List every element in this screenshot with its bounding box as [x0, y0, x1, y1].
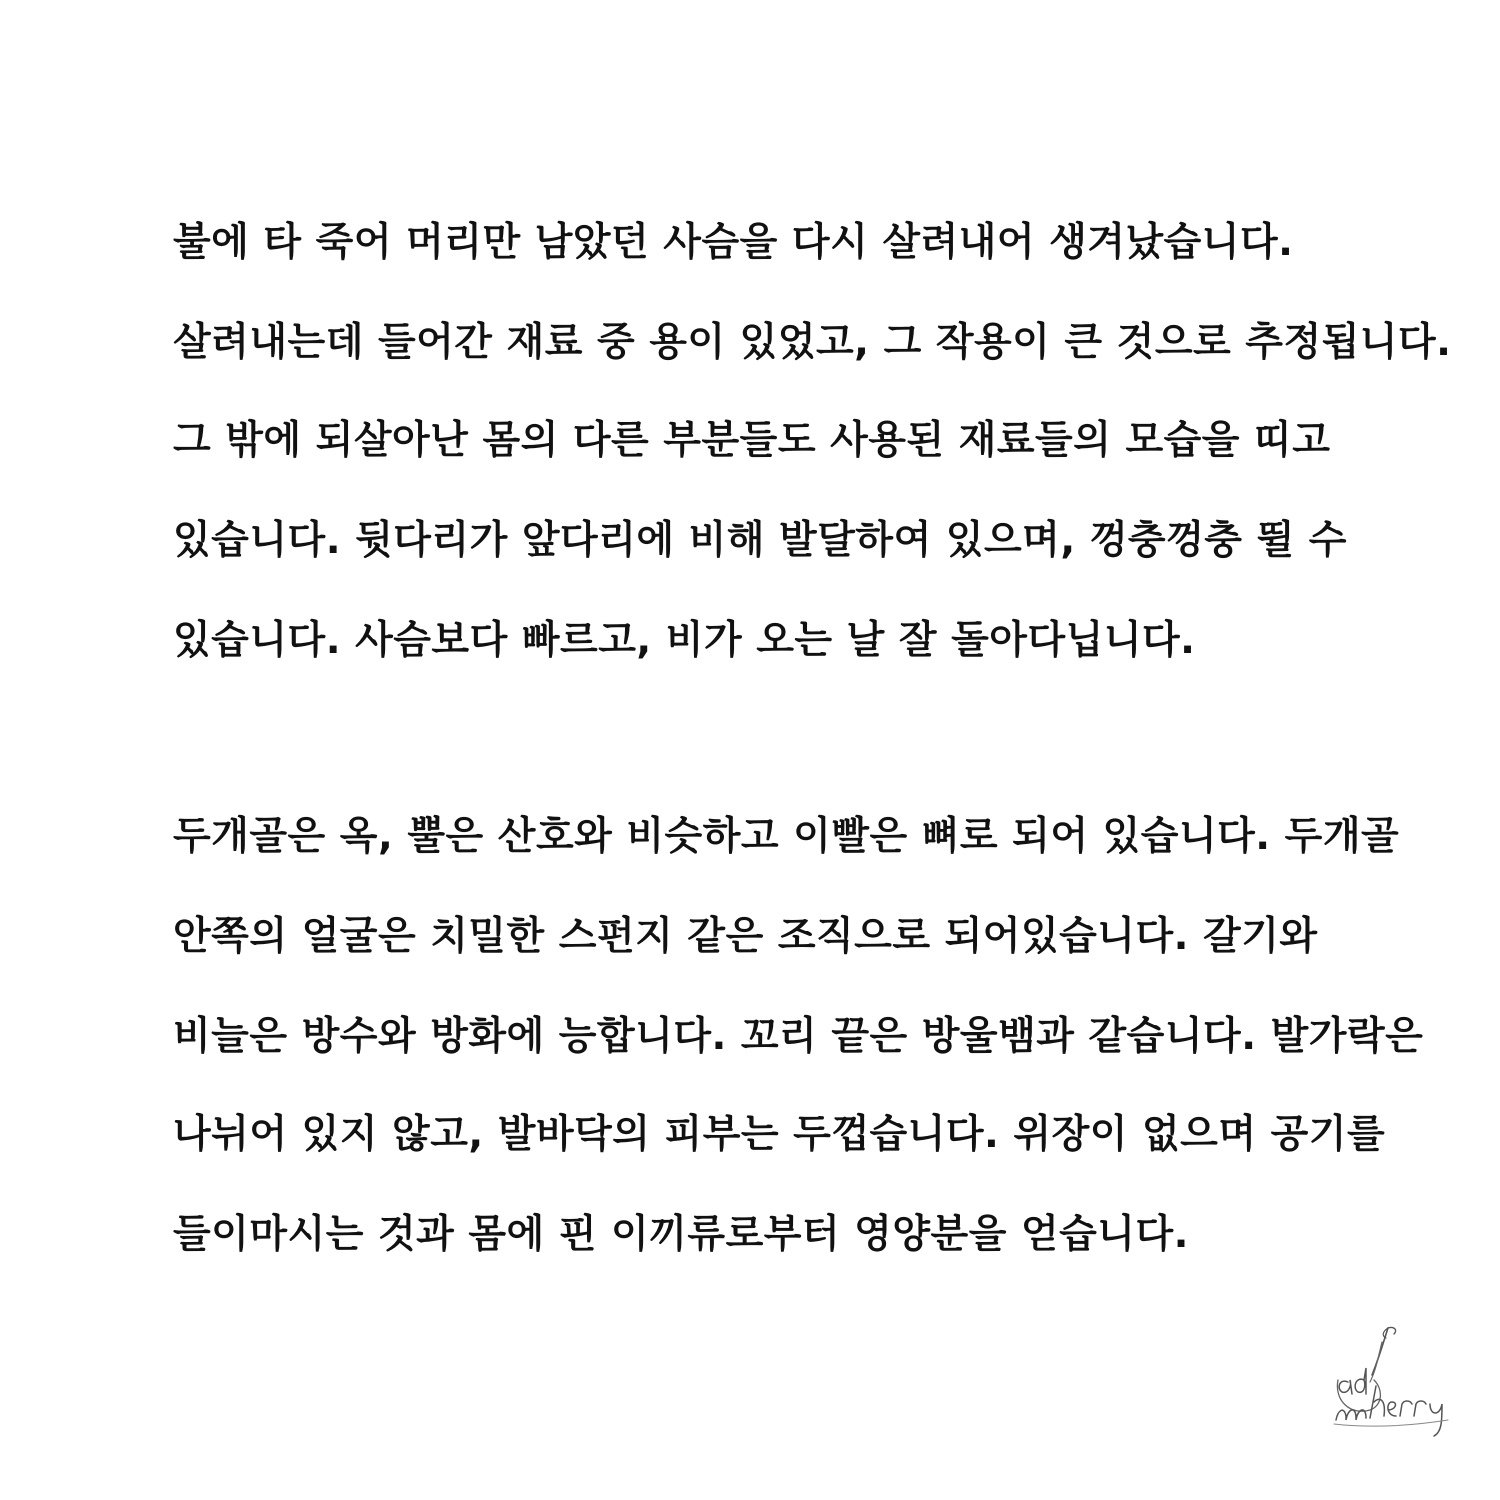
- paragraph-2-line-2: 안쪽의 얼굴은 치밀한 스펀지 같은 조직으로 되어있습니다. 갈기와: [173, 914, 1318, 959]
- paragraph-2-line-1: 두개골은 옥, 뿔은 산호와 비슷하고 이빨은 뼈로 되어 있습니다. 두개골: [173, 814, 1400, 859]
- paragraph-2-line-4: 나뉘어 있지 않고, 발바닥의 피부는 두껍습니다. 위장이 없으며 공기를: [173, 1112, 1386, 1157]
- paragraph-2-line-3: 비늘은 방수와 방화에 능합니다. 꼬리 끝은 방울뱀과 같습니다. 발가락은: [173, 1014, 1424, 1059]
- paragraph-1-line-2: 살려내는데 들어간 재료 중 용이 있었고, 그 작용이 큰 것으로 추정됩니다.: [173, 320, 1452, 365]
- paragraph-1-line-4: 있습니다. 뒷다리가 앞다리에 비해 발달하여 있으며, 껑충껑충 뛸 수: [173, 518, 1347, 563]
- paragraph-1-line-3: 그 밖에 되살아난 몸의 다른 부분들도 사용된 재료들의 모습을 띠고: [173, 418, 1331, 463]
- paragraph-2-line-5: 들이마시는 것과 몸에 핀 이끼류로부터 영양분을 얻습니다.: [173, 1212, 1189, 1257]
- handwritten-signature: [1330, 1320, 1460, 1450]
- paragraph-1-line-1: 불에 타 죽어 머리만 남았던 사슴을 다시 살려내어 생겨났습니다.: [173, 220, 1294, 265]
- paragraph-1-line-5: 있습니다. 사슴보다 빠르고, 비가 오는 날 잘 돌아다닙니다.: [173, 618, 1196, 663]
